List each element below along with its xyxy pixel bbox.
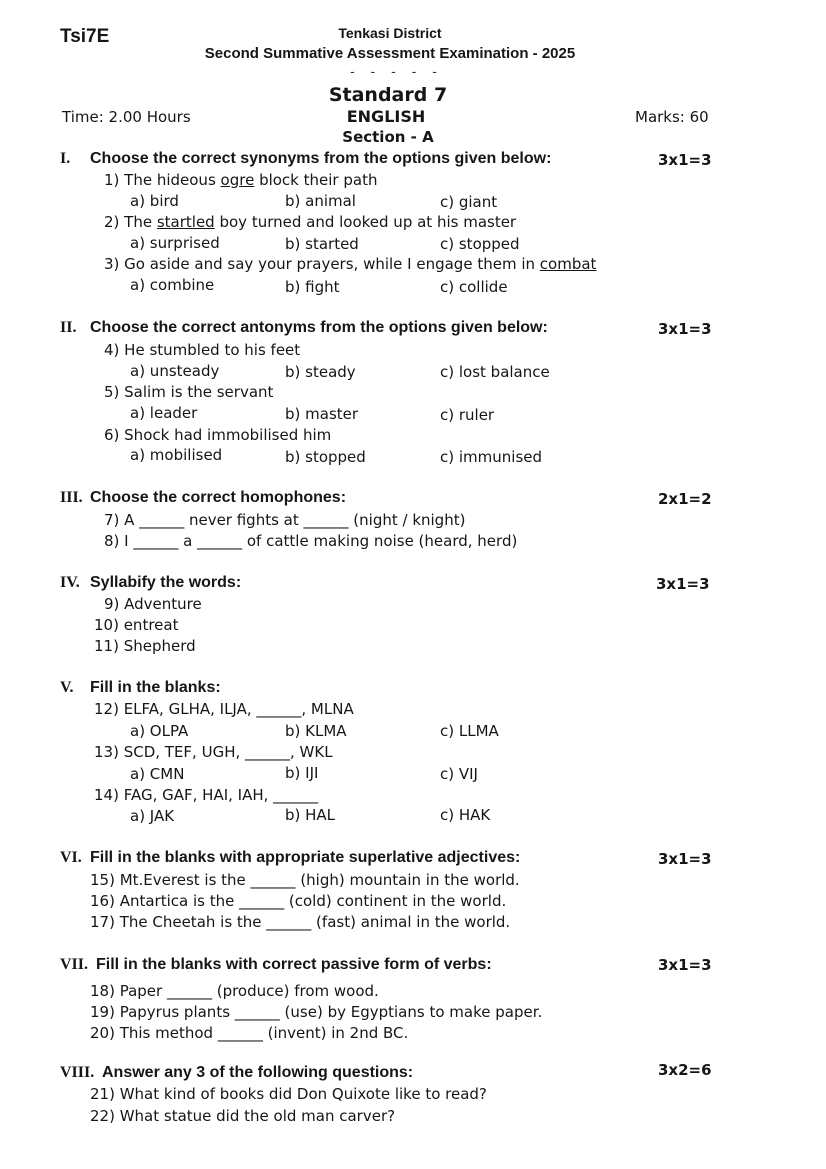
subject-title: ENGLISH [346, 107, 426, 126]
question-item: 1) The hideous ogre block their path [104, 171, 378, 189]
question-marks: 3x1=3 [658, 850, 712, 868]
question-item: 8) I ______ a ______ of cattle making noise (heard, herd) [104, 532, 518, 550]
question-item: 10) entreat [94, 616, 179, 634]
question-item: 5) Salim is the servant [104, 383, 274, 401]
option-c: c) ruler [440, 406, 495, 424]
time-label: Time: 2.00 Hours [62, 108, 191, 126]
underlined-word: startled [156, 213, 215, 231]
question-number: V. [60, 679, 74, 696]
question-item: 15) Mt.Everest is the ______ (high) mountain in the world. [90, 871, 520, 889]
question-item: 13) SCD, TEF, UGH, ______, WKL [94, 743, 333, 761]
question-item: 19) Papyrus plants ______ (use) by Egyptians to make paper. [90, 1003, 543, 1021]
question-heading [60, 574, 241, 592]
standard-title: Standard 7 [328, 84, 448, 106]
question-item: 9) Adventure [104, 595, 202, 613]
option-c: c) giant [440, 193, 498, 211]
question-title: Answer any 3 of the following questions: [102, 1064, 414, 1081]
question-number: IV. [60, 574, 80, 591]
option-a: a) leader [130, 404, 198, 422]
question-heading [60, 956, 492, 974]
underlined-word: combat [539, 255, 597, 273]
question-item: 7) A ______ never fights at ______ (night / knight) [104, 511, 466, 529]
option-a: a) JAK [130, 807, 175, 825]
question-item: 14) FAG, GAF, HAI, IAH, ______ [94, 786, 319, 804]
question-item: 2) The startled boy turned and looked up at his master [104, 213, 517, 231]
option-c: c) LLMA [440, 722, 499, 740]
question-item: 22) What statue did the old man carver? [90, 1107, 396, 1125]
question-heading [60, 849, 520, 867]
section-title: Section - A [342, 128, 434, 146]
option-b: b) HAL [285, 806, 336, 824]
option-c: c) HAK [440, 806, 491, 824]
option-a: a) OLPA [130, 722, 189, 740]
exam-title: Second Summative Assessment Examination - 2025 [204, 45, 576, 62]
question-number: II. [60, 319, 77, 336]
paper-code: Tsi7E [60, 26, 110, 47]
question-title: Fill in the blanks with appropriate superlative adjectives: [90, 849, 521, 866]
question-item: 21) What kind of books did Don Quixote like to read? [90, 1085, 487, 1103]
question-item: 18) Paper ______ (produce) from wood. [90, 982, 379, 1000]
option-c: c) VIJ [440, 765, 478, 783]
option-b: b) KLMA [285, 722, 347, 740]
question-number: I. [60, 150, 71, 167]
option-b: b) stopped [285, 448, 366, 466]
question-item: 17) The Cheetah is the ______ (fast) animal in the world. [90, 913, 511, 931]
option-b: b) fight [285, 278, 340, 296]
question-item: 3) Go aside and say your prayers, while I engage them in combat [104, 255, 597, 273]
question-title: Fill in the blanks with correct passive form of verbs: [96, 956, 492, 973]
option-b: b) animal [285, 192, 356, 210]
question-number: III. [60, 489, 83, 506]
question-heading [60, 489, 346, 507]
district-title: Tenkasi District [338, 25, 442, 41]
question-number: VII. [60, 956, 89, 973]
question-marks: 3x1=3 [658, 956, 712, 974]
question-title: Syllabify the words: [90, 574, 242, 591]
question-item: 4) He stumbled to his feet [104, 341, 301, 359]
option-b: b) IJI [285, 764, 319, 782]
question-item: 12) ELFA, GLHA, ILJA, ______, MLNA [94, 700, 354, 718]
question-heading [60, 319, 548, 337]
question-title: Choose the correct synonyms from the options given below: [90, 150, 552, 167]
question-title: Choose the correct homophones: [90, 489, 347, 506]
question-item: 11) Shepherd [94, 637, 196, 655]
option-a: a) surprised [130, 234, 220, 252]
question-marks: 3x1=3 [656, 575, 710, 593]
option-c: c) immunised [440, 448, 543, 466]
title-divider: - - - - - [350, 63, 443, 79]
question-title: Fill in the blanks: [90, 679, 221, 696]
question-title: Choose the correct antonyms from the options given below: [90, 319, 548, 336]
option-c: c) lost balance [440, 363, 550, 381]
question-marks: 3x1=3 [658, 151, 712, 169]
option-a: a) unsteady [130, 362, 220, 380]
option-a: a) combine [130, 276, 215, 294]
option-c: c) stopped [440, 235, 520, 253]
marks-label: Marks: 60 [635, 108, 709, 126]
option-b: b) started [285, 235, 359, 253]
option-a: a) mobilised [130, 446, 223, 464]
option-a: a) bird [130, 192, 179, 210]
question-item: 16) Antartica is the ______ (cold) continent in the world. [90, 892, 507, 910]
question-marks: 2x1=2 [658, 490, 712, 508]
question-item: 20) This method ______ (invent) in 2nd BC. [90, 1024, 409, 1042]
option-c: c) collide [440, 278, 508, 296]
underlined-word: ogre [220, 171, 255, 189]
option-b: b) steady [285, 363, 356, 381]
question-marks: 3x1=3 [658, 320, 712, 338]
question-number: VI. [60, 849, 82, 866]
question-number: VIII. [60, 1064, 95, 1081]
question-heading [60, 150, 551, 168]
question-heading [60, 679, 221, 697]
question-marks: 3x2=6 [658, 1061, 712, 1079]
question-item: 6) Shock had immobilised him [104, 426, 332, 444]
option-b: b) master [285, 405, 359, 423]
option-a: a) CMN [130, 765, 185, 783]
question-heading [60, 1064, 413, 1082]
